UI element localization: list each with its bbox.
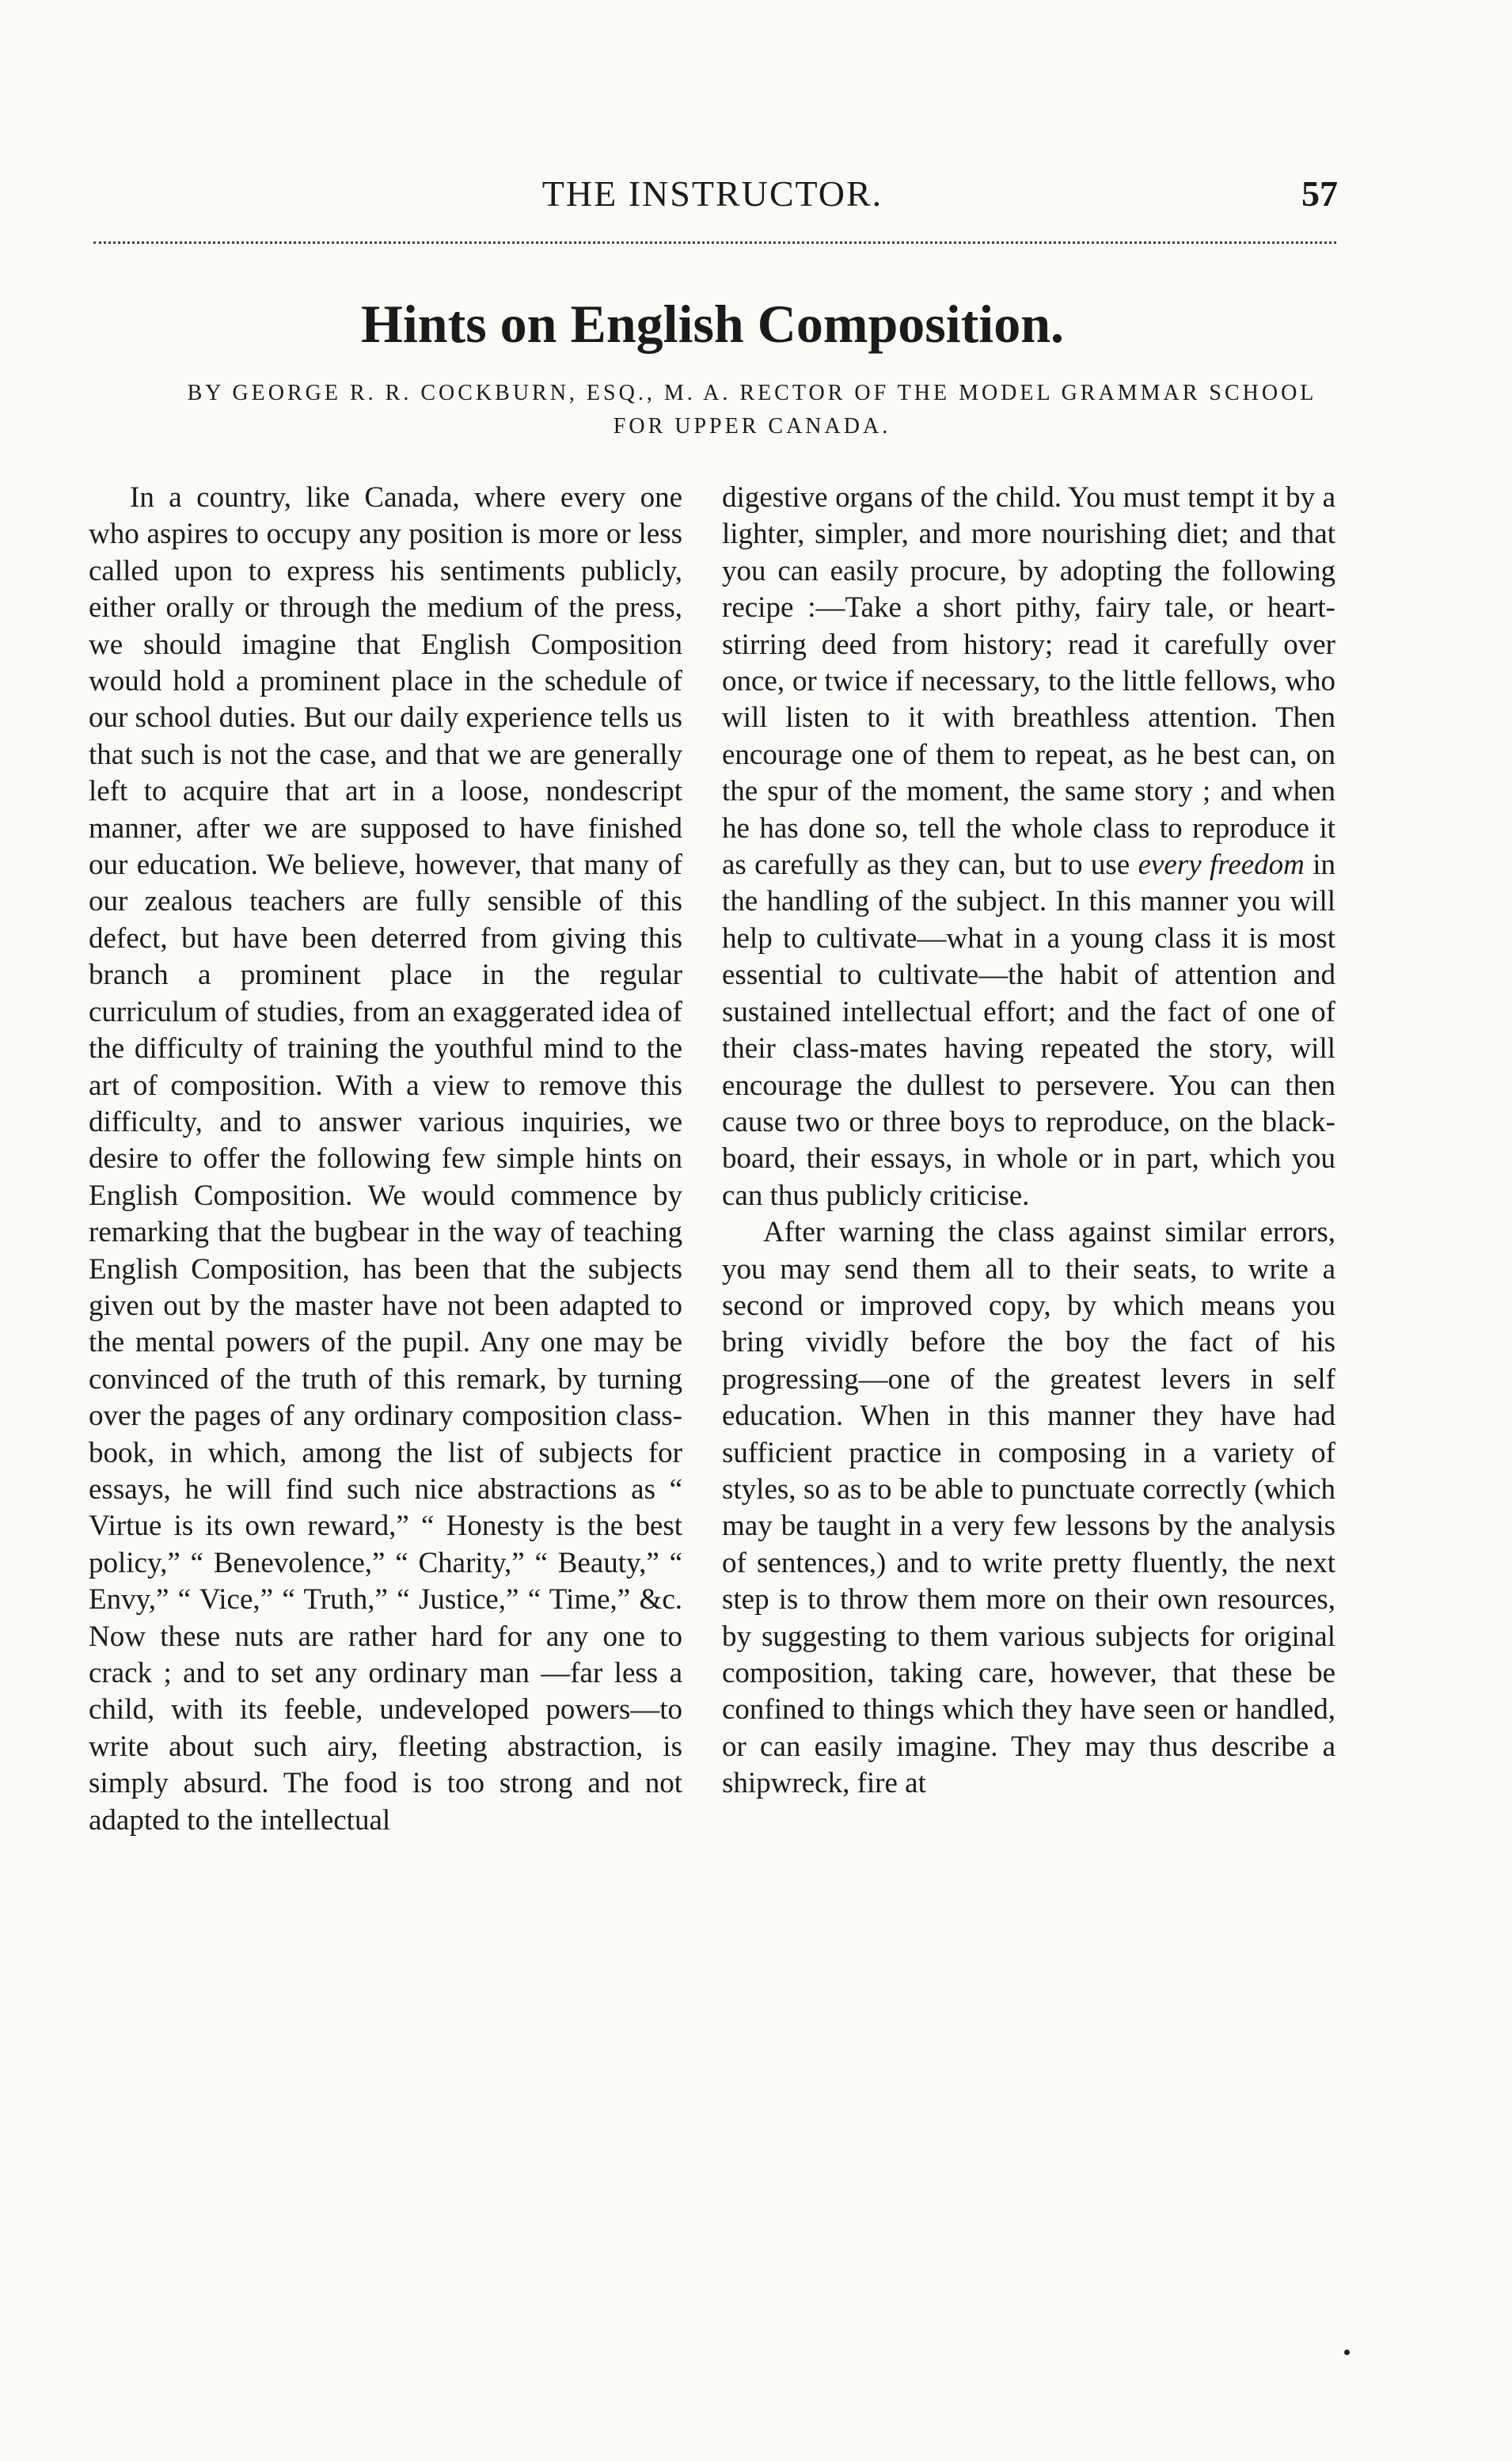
body-paragraph: In a country, like Canada, where every one who aspires to occupy any position is more or less called upon to express his sentiments publicly, either orally or through the medium of the press, we should imagine that English Composition would hold a prominent place in the schedule of our school duties. But our daily experience tells us that such is not the case, and that we are generally left to acquire that art in a loose, nondescript manner, after we are supposed to have finished our education. We believe, however, that many of our zealous teachers are fully sensible of this defect, but have been deterred from giving this branch a prominent place in the regular curriculum of studies, from an exaggerated idea of the difficulty of training the youthful mind to the art of composition. With a view to remove this difficulty, and to answer various inquiries, we desire to offer the following few simple hints on English Composition. We would commence by remarking that the bugbear in the way of teaching English Composition, has been that the subjects given out by the master have not been adapted to the mental powers of the pupil. Any one may be convinced of the truth of this remark, by turning over the pages of any ordinary composition class-book, in which, among the list of subjects for essays, he will find such nice abstractions as “ Virtue is its own reward,” “ Honesty is the best policy,” “ Benevolence,” “ Charity,” “ Beauty,” “ Envy,” “ Vice,” “ Truth,” “ Justice,” “ Time,” &c. Now these nuts are rather hard for any one to crack ; and to set any ordinary man —far less a child, with its feeble, undeveloped powers—to write about such airy, fleeting abstraction, is simply absurd. The food is too strong and not adapted to the intellectual — [89, 481, 682, 1837]
emphasized-text: every freedom — [1138, 849, 1305, 882]
paragraph-text: digestive organs of the child. You must tempt it by a lighter, simpler, and more nourishing diet; and that you can easily procure, by adopting the following recipe :—Take a short pithy, fairy tale, or heart-stirring deed from history; read it carefully over once, or twice if necessary, to the little fellows, who will listen to it with breathless attention. Then encourage one of them to repeat, as he best can, on the spur of the moment, the same story ; and when he has done so, tell the whole class to reproduce it as carefully as they can, but to use — [722, 481, 1335, 882]
body-paragraph: After warning the class against similar errors, you may send them all to their seats, to write a second or improved copy, by which means you bring vividly before the boy the fact of his progressing—one of the greatest levers in self education. When in this manner they have had sufficient practice in composing in a variety of styles, so as to be able to punctuate correctly (which may be taught in a very few lessons by the analysis of sentences,) and to write pretty fluently, the next step is to throw them more on their own resources, by suggesting to them various subjects for original composition, taking care, however, that these be confined to things which they have seen or handled, or can easily imagine. They may thus describe a shipwreck, fire at — [722, 1216, 1335, 1800]
body-paragraph-continued — [722, 480, 1335, 1214]
running-head — [87, 173, 1338, 220]
article-title: Hints on English Composition. — [360, 294, 1065, 354]
right-column — [722, 480, 1335, 1803]
left-column — [89, 480, 682, 1839]
page-number: 57 — [1301, 173, 1338, 214]
article-byline: BY GEORGE R. R. COCKBURN, ESQ., M. A. RECTOR OF THE MODEL GRAMMAR SCHOOL FOR UPPER CANADA. — [187, 381, 1317, 439]
header-divider — [93, 241, 1336, 244]
paragraph-text: in the handling of the subject. In this manner you will help to cultivate—what in a young class it is most essential to cultivate—the habit of attention and sustained intellectual effort; and the fact of one of their class-mates having repeated the story, will encourage the dullest to persevere. You can then cause two or three boys to reproduce, on the black-board, their essays, in whole or in part, which you can thus publicly criticise. — [722, 849, 1336, 1212]
running-title: THE INSTRUCTOR. — [541, 173, 883, 214]
margin-mark — [1344, 2350, 1350, 2355]
